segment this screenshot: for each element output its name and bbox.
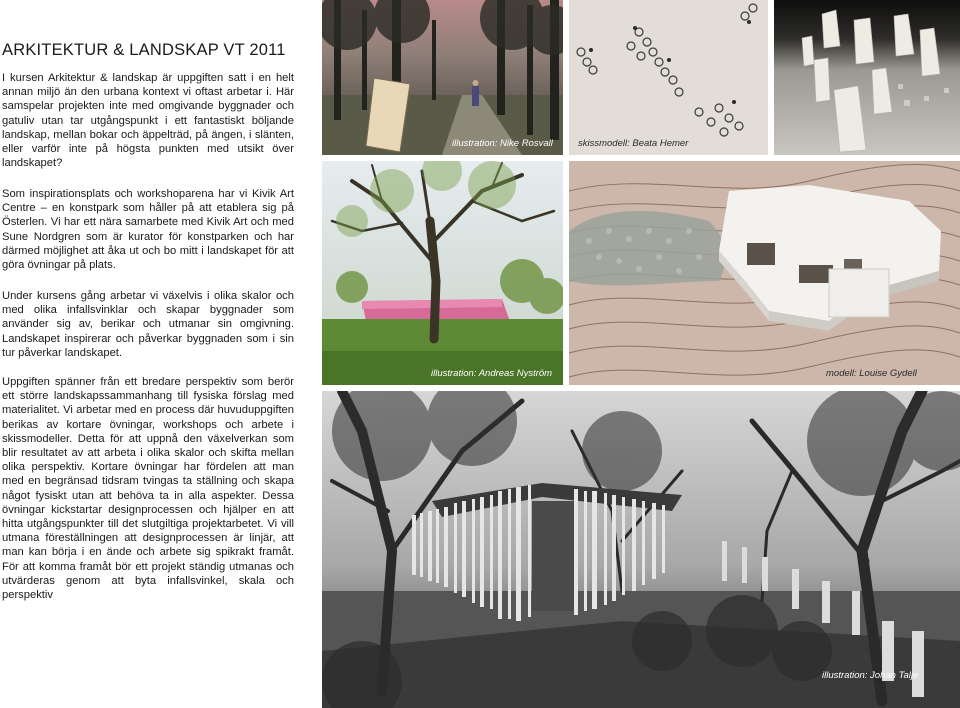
tree-caption: illustration: Andreas Nyström bbox=[431, 368, 553, 379]
forest-illustration-image bbox=[322, 0, 563, 155]
scale-paragraph: Under kursens gång arbetar vi växelvis i olika skalor och med olika infallsvinklar och skapar byggnader som använder sig av, berikar och utmanar sin omgivning. Landskapet inspirerar och påverkar byggnaden som i sin tur påverkar landskapet. bbox=[2, 290, 294, 359]
forest-caption: illustration: Nike Rosvall bbox=[452, 138, 553, 149]
pavilion-caption: illustration: Johan Talje bbox=[822, 670, 919, 681]
skiss-caption: skissmodell: Beata Hemer bbox=[578, 138, 689, 149]
contour-model-image bbox=[569, 161, 960, 385]
tree-illustration-image bbox=[322, 161, 563, 385]
text-column bbox=[0, 0, 300, 708]
process-paragraph: Uppgiften spänner från ett bredare perspektiv som berör ett större landskapssammanhang till fysiska förslag med materialitet. Vi arbetar med en process där huvuduppgiften berikas av kortare övningar, workshops och arbete i skissmodeller. Detta för att uppnå den växelverkan som blir resultatet av att arbeta i olika skalor och skifta mellan olika perspektiv. Kortare övningar har fördelen att man med en begränsad tidsram tvingas ta ställning och skapa något fysiskt utan att behöva ta in alla aspekter. Dessa övningar kickstartar designprocessen och hjälper en att hitta utgångspunkter till det slutgiltiga projektarbetet. Vi vill utmana föreställningen att designprocessen är linjär, att man kan börja i en ände och arbete sig spikrakt framåt. För att komma framåt bör ett projekt ständig utmanas och utvärderas genom att byta infallsvinkel, skala och perspektiv bbox=[2, 376, 294, 602]
crystal-model-image bbox=[774, 0, 960, 155]
model-caption: modell: Louise Gydell bbox=[826, 368, 917, 379]
pavilion-illustration-image bbox=[322, 391, 960, 708]
intro-paragraph: I kursen Arkitektur & landskap är uppgiften satt i en helt annan miljö än den urbana kontext vi oftast arbetar i. Här samspelar projekten inte med omgivande byggnader och gatuliv utan tar utgångspunkt i ett fantastiskt böljande landskap, mellan bokar och äppelträd, på ängen, i slänten, eller varför inte på högsta punkten med utsikt över landskapet? bbox=[2, 72, 294, 170]
kivik-paragraph: Som inspirationsplats och workshoparena har vi Kivik Art Centre – en konstpark som håller på att etablera sig på Österlen. Vi har ett nära samarbete med Kivik Art och med Sune Nordgren som är kurator för konstparken och har därmed möjlighet att åka ut och bo mitt i landskapet för att göra övningar på plats. bbox=[2, 188, 294, 272]
sketch-model-image bbox=[569, 0, 768, 155]
page-title: ARKITEKTUR & LANDSKAP VT 2011 bbox=[2, 41, 286, 59]
